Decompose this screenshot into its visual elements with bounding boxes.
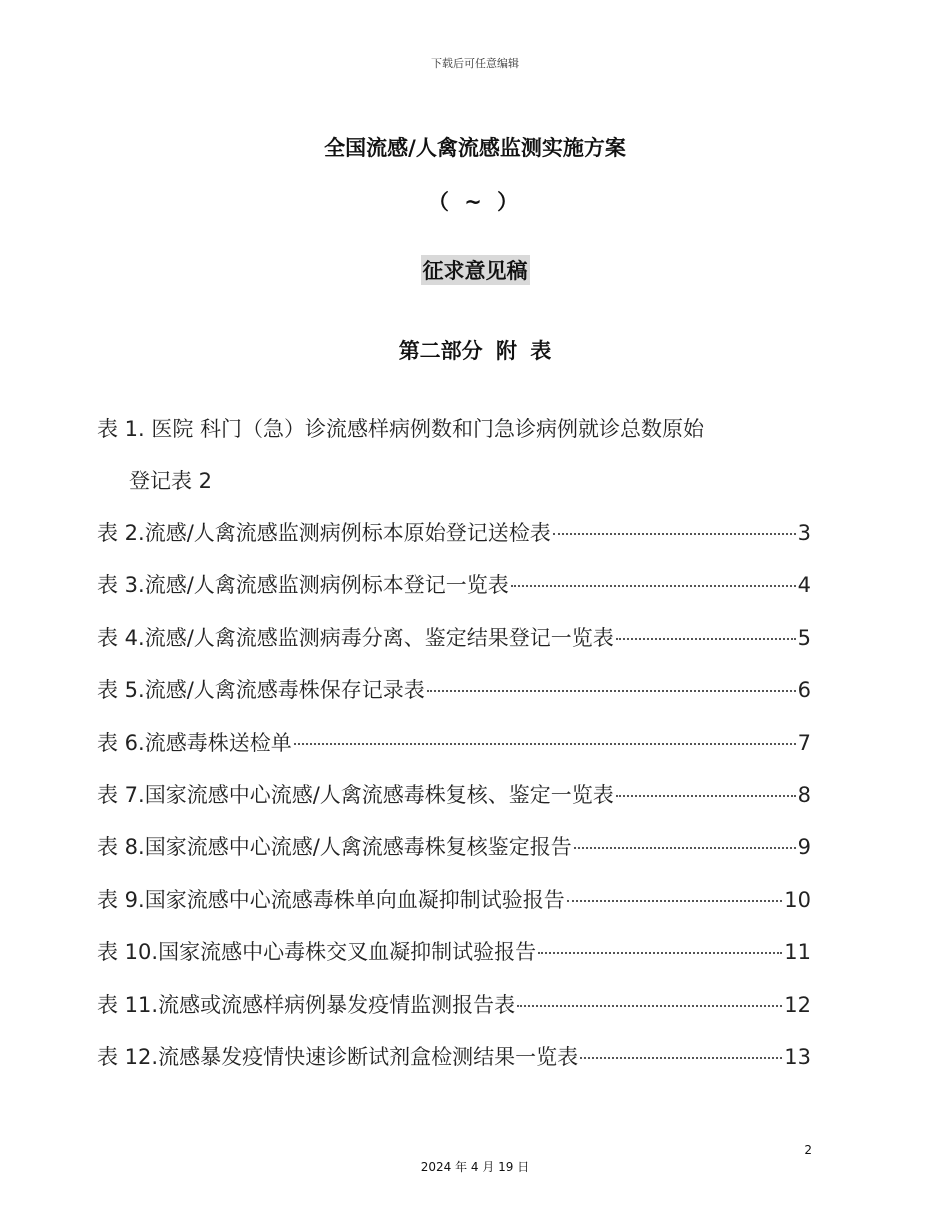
toc-entry-page: 8 [797, 783, 811, 807]
toc-entry-title: 国家流感中心流感/人禽流感毒株复核鉴定报告 [144, 835, 572, 860]
toc-entry-page: 5 [797, 625, 811, 650]
toc-entry-page: 4 [797, 573, 811, 598]
toc-entry-number: 表 3. [97, 573, 145, 598]
draft-label: 征求意见稿 [421, 255, 530, 285]
toc-dot-leader [294, 743, 796, 745]
toc-entry-number: 表 11. [97, 992, 159, 1017]
toc-dot-leader [580, 1057, 782, 1059]
toc-entry-title: 国家流感中心流感毒株单向血凝抑制试验报告 [144, 887, 565, 912]
header-note: 下载后可任意编辑 [431, 57, 519, 70]
toc-entry[interactable] [97, 938, 811, 966]
toc-dot-leader [517, 1005, 782, 1007]
toc-entry[interactable] [97, 833, 811, 861]
toc-entry-page: 6 [797, 678, 811, 703]
toc-entry-number: 表 6. [97, 730, 145, 755]
toc-entry-page: 10 [784, 887, 811, 912]
toc-dot-leader [511, 585, 796, 587]
toc-dot-leader [567, 900, 783, 902]
toc-entry-title: 流感毒株送检单 [144, 730, 292, 755]
toc-entry[interactable] [97, 729, 811, 757]
footer-date: 2024 年 4 月 19 日 [420, 1160, 530, 1174]
toc-entry-page: 3 [797, 521, 811, 545]
toc-entry[interactable] [97, 1043, 811, 1071]
toc-entry-number: 表 4. [97, 625, 145, 650]
toc-dot-leader [616, 638, 796, 640]
toc-entry-number: 表 8. [97, 835, 145, 860]
toc-entry-number: 表 12. [97, 1045, 159, 1069]
toc-dot-leader [427, 690, 796, 692]
toc-entry-number: 表 2. [97, 521, 145, 545]
toc-entry[interactable] [97, 571, 811, 599]
toc-entry-1-line2[interactable]: 登记表 2 [129, 469, 213, 493]
toc-entry-1-line1[interactable]: 表 1. 医院 科门（急）诊流感样病例数和门急诊病例就诊总数原始 [97, 417, 705, 441]
toc-dot-leader [616, 795, 796, 797]
page-number: 2 [804, 1143, 812, 1157]
toc-entry-number: 表 5. [97, 678, 145, 703]
document-title: 全国流感/人禽流感监测实施方案 [324, 136, 626, 160]
toc-entry[interactable] [97, 781, 811, 809]
toc-entry-page: 11 [784, 940, 811, 965]
toc-entry-title: 流感/人禽流感监测病例标本原始登记送检表 [144, 521, 551, 545]
toc-entry[interactable] [97, 676, 811, 704]
toc-entry-title: 国家流感中心毒株交叉血凝抑制试验报告 [158, 940, 537, 965]
toc-entry-page: 12 [784, 992, 811, 1017]
toc-entry[interactable] [97, 991, 811, 1019]
toc-entry-title: 流感/人禽流感毒株保存记录表 [144, 678, 425, 703]
toc-dot-leader [553, 533, 796, 535]
toc-entry[interactable] [97, 624, 811, 652]
toc-dot-leader [574, 847, 796, 849]
toc-entry-number: 表 7. [97, 783, 145, 807]
toc-entry-title: 流感或流感样病例暴发疫情监测报告表 [158, 992, 516, 1017]
toc-entry-title: 流感暴发疫情快速诊断试剂盒检测结果一览表 [158, 1045, 579, 1069]
toc-entry-title: 流感/人禽流感监测病毒分离、鉴定结果登记一览表 [144, 625, 614, 650]
toc-entry[interactable] [97, 886, 811, 914]
document-subtitle: （ ~ ） [427, 190, 523, 214]
section-title: 第二部分 附 表 [398, 339, 552, 363]
toc-entry[interactable] [97, 519, 811, 547]
toc-entry-title: 流感/人禽流感监测病例标本登记一览表 [144, 573, 509, 598]
draft-label-wrap [0, 255, 950, 285]
toc-entry-title: 国家流感中心流感/人禽流感毒株复核、鉴定一览表 [144, 783, 614, 807]
toc-entry-page: 9 [797, 835, 811, 860]
table-of-contents [97, 415, 811, 1075]
toc-entry-page: 13 [784, 1045, 811, 1069]
toc-dot-leader [538, 952, 782, 954]
toc-entry-number: 表 9. [97, 887, 145, 912]
toc-entry-page: 7 [797, 730, 811, 755]
toc-entry-number: 表 10. [97, 940, 159, 965]
